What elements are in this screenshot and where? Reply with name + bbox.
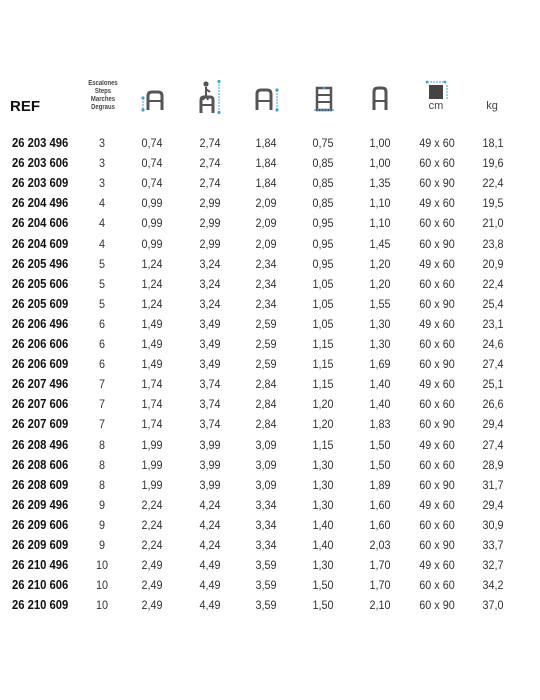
weight-cell: 22,4	[482, 176, 504, 191]
base-size-cell: 60 x 60	[419, 337, 455, 351]
ref-cell: 26 210 606	[12, 578, 69, 593]
table-row	[0, 535, 540, 555]
platform-height-cell: 1,30	[312, 477, 334, 492]
reach-height-cell: 0,99	[141, 196, 163, 211]
base-size-cell: 60 x 90	[419, 538, 455, 552]
platform-height-cell: 1,20	[312, 417, 334, 432]
closed-height-cell: 1,10	[369, 216, 391, 231]
working-height-cell: 3,74	[199, 397, 221, 412]
ref-cell: 26 204 609	[12, 236, 69, 251]
ref-cell: 26 206 609	[12, 357, 69, 372]
ladder-height-cell: 2,09	[255, 196, 277, 211]
ref-cell: 26 203 606	[12, 156, 69, 171]
table-row	[0, 394, 540, 414]
ladder-height-cell: 2,84	[255, 417, 277, 432]
base-size-cell: 49 x 60	[419, 497, 455, 512]
working-height-cell: 2,99	[199, 196, 221, 211]
ref-cell: 26 210 609	[12, 598, 69, 613]
ref-cell: 26 206 496	[12, 316, 69, 331]
working-height-cell: 2,99	[199, 216, 221, 231]
steps-cell: 6	[98, 316, 106, 331]
platform-height-cell: 1,15	[312, 377, 334, 392]
platform-height-cell: 1,15	[312, 337, 334, 351]
ladder-height-cell: 1,84	[255, 176, 277, 191]
working-height-cell: 2,99	[199, 236, 221, 251]
platform-height-cell: 0,75	[312, 136, 334, 150]
working-height-cell: 3,24	[199, 296, 221, 311]
ref-cell: 26 208 496	[12, 437, 69, 452]
steps-header-line: Degraus	[91, 104, 115, 111]
base-size-cell: 49 x 60	[419, 558, 455, 573]
weight-cell: 27,4	[482, 437, 504, 452]
steps-cell: 7	[98, 417, 106, 432]
closed-height-cell: 1,50	[369, 437, 391, 452]
platform-height-cell: 1,15	[312, 357, 334, 372]
platform-base-icon	[424, 80, 450, 102]
table-row	[0, 234, 540, 254]
base-size-cell: 60 x 90	[419, 477, 455, 492]
steps-cell: 5	[98, 276, 106, 291]
table-row	[0, 455, 540, 475]
table-row	[0, 173, 540, 193]
ladder-height-cell: 2,34	[255, 256, 277, 271]
working-height-cell: 2,74	[199, 156, 221, 171]
ref-cell: 26 208 609	[12, 477, 69, 492]
ref-cell: 26 209 606	[12, 517, 69, 532]
weight-cell: 19,5	[482, 196, 504, 211]
base-size-cell: 60 x 60	[419, 216, 455, 231]
working-height-cell: 4,24	[199, 497, 221, 512]
ladder-height-cell: 2,59	[255, 337, 277, 351]
ref-cell: 26 208 606	[12, 457, 69, 472]
table-row	[0, 575, 540, 595]
ladder-working-height-icon	[196, 80, 224, 114]
ref-cell: 26 207 496	[12, 377, 69, 392]
ladder-height-cell: 2,84	[255, 397, 277, 412]
steps-cell: 4	[98, 216, 106, 231]
steps-cell: 8	[98, 457, 106, 472]
steps-cell: 5	[98, 296, 106, 311]
weight-cell: 28,9	[482, 457, 504, 472]
base-size-cell: 60 x 90	[419, 176, 455, 191]
ladder-height-cell: 1,84	[255, 136, 277, 150]
table-row	[0, 354, 540, 374]
ladder-height-cell: 3,34	[255, 497, 277, 512]
working-height-cell: 3,49	[199, 357, 221, 372]
steps-cell: 7	[98, 397, 106, 412]
base-size-cell: 60 x 90	[419, 296, 455, 311]
weight-cell: 23,8	[482, 236, 504, 251]
ref-cell: 26 209 609	[12, 538, 69, 552]
ladder-height-cell: 2,34	[255, 276, 277, 291]
reach-height-cell: 1,74	[141, 377, 163, 392]
working-height-cell: 4,49	[199, 578, 221, 593]
ref-cell: 26 205 606	[12, 276, 69, 291]
weight-cell: 29,4	[482, 417, 504, 432]
steps-cell: 10	[95, 558, 109, 573]
ref-cell: 26 204 606	[12, 216, 69, 231]
ladder-height-cell: 2,34	[255, 296, 277, 311]
reach-height-cell: 0,74	[141, 136, 163, 150]
ref-cell: 26 206 606	[12, 337, 69, 351]
table-row	[0, 374, 540, 394]
ref-cell: 26 210 496	[12, 558, 69, 573]
table-row	[0, 475, 540, 495]
working-height-cell: 2,74	[199, 176, 221, 191]
table-row	[0, 294, 540, 314]
steps-cell: 3	[98, 136, 106, 150]
steps-cell: 6	[98, 357, 106, 372]
working-height-cell: 3,99	[199, 437, 221, 452]
closed-height-cell: 1,83	[369, 417, 391, 432]
table-row	[0, 495, 540, 515]
weight-cell: 32,7	[482, 558, 504, 573]
working-height-cell: 3,49	[199, 337, 221, 351]
ref-cell: 26 207 609	[12, 417, 69, 432]
weight-cell: 22,4	[482, 276, 504, 291]
steps-cell: 9	[98, 517, 106, 532]
table-row	[0, 213, 540, 233]
steps-cell: 10	[95, 598, 109, 613]
reach-height-cell: 2,49	[141, 558, 163, 573]
ladder-height-icon	[252, 80, 280, 112]
ladder-height-cell: 2,59	[255, 316, 277, 331]
steps-cell: 4	[98, 196, 106, 211]
ladder-reach-height-icon	[140, 80, 166, 112]
reach-height-cell: 1,74	[141, 417, 163, 432]
base-size-cell: 60 x 60	[419, 276, 455, 291]
closed-height-cell: 1,35	[369, 176, 391, 191]
working-height-cell: 3,24	[199, 276, 221, 291]
reach-height-cell: 1,49	[141, 357, 163, 372]
steps-cell: 3	[98, 156, 106, 171]
platform-height-cell: 0,95	[312, 216, 334, 231]
table-row	[0, 595, 540, 615]
ladder-height-cell: 3,34	[255, 538, 277, 552]
weight-cell: 37,0	[482, 598, 504, 613]
closed-height-cell: 1,20	[369, 256, 391, 271]
base-size-cell: 60 x 90	[419, 236, 455, 251]
base-size-cell: 60 x 60	[419, 578, 455, 593]
platform-height-cell: 1,05	[312, 316, 334, 331]
base-size-cell: 49 x 60	[419, 136, 455, 150]
platform-height-cell: 0,95	[312, 256, 334, 271]
steps-cell: 9	[98, 497, 106, 512]
base-size-cell: 49 x 60	[419, 316, 455, 331]
steps-cell: 10	[95, 578, 109, 593]
steps-cell: 6	[98, 337, 106, 351]
reach-height-cell: 2,24	[141, 538, 163, 552]
table-row	[0, 153, 540, 173]
platform-height-cell: 0,85	[312, 196, 334, 211]
closed-height-cell: 1,00	[369, 136, 391, 150]
platform-height-cell: 1,15	[312, 437, 334, 452]
base-size-cell: 49 x 60	[419, 196, 455, 211]
table-row	[0, 555, 540, 575]
ladder-height-cell: 3,09	[255, 477, 277, 492]
weight-cell: 29,4	[482, 497, 504, 512]
reach-height-cell: 2,49	[141, 598, 163, 613]
working-height-cell: 3,74	[199, 417, 221, 432]
closed-height-cell: 1,30	[369, 316, 391, 331]
closed-height-cell: 1,69	[369, 357, 391, 372]
base-unit-label: cm	[428, 100, 444, 112]
weight-cell: 27,4	[482, 357, 504, 372]
reach-height-cell: 2,24	[141, 497, 163, 512]
base-size-cell: 60 x 60	[419, 517, 455, 532]
steps-header-line: Escalones	[88, 80, 118, 87]
table-row	[0, 274, 540, 294]
working-height-cell: 3,49	[199, 316, 221, 331]
steps-cell: 4	[98, 236, 106, 251]
ladder-height-cell: 2,09	[255, 216, 277, 231]
working-height-cell: 3,74	[199, 377, 221, 392]
base-size-cell: 60 x 60	[419, 457, 455, 472]
reach-height-cell: 2,49	[141, 578, 163, 593]
steps-cell: 3	[98, 176, 106, 191]
ladder-height-cell: 1,84	[255, 156, 277, 171]
ref-cell: 26 207 606	[12, 397, 69, 412]
ladder-height-cell: 3,59	[255, 578, 277, 593]
table-row	[0, 435, 540, 455]
table-row	[0, 334, 540, 354]
closed-height-cell: 1,70	[369, 578, 391, 593]
weight-cell: 18,1	[482, 136, 504, 150]
steps-cell: 9	[98, 538, 106, 552]
working-height-cell: 2,74	[199, 136, 221, 150]
ref-cell: 26 205 609	[12, 296, 69, 311]
base-size-cell: 49 x 60	[419, 437, 455, 452]
reach-height-cell: 1,24	[141, 276, 163, 291]
table-row	[0, 193, 540, 213]
reach-height-cell: 0,74	[141, 156, 163, 171]
platform-height-cell: 0,85	[312, 176, 334, 191]
reach-height-cell: 1,24	[141, 256, 163, 271]
weight-cell: 24,6	[482, 337, 504, 351]
ladder-height-cell: 2,59	[255, 357, 277, 372]
reach-height-cell: 0,74	[141, 176, 163, 191]
ref-cell: 26 204 496	[12, 196, 69, 211]
reach-height-cell: 1,74	[141, 397, 163, 412]
weight-cell: 21,0	[482, 216, 504, 231]
working-height-cell: 4,49	[199, 598, 221, 613]
ref-cell: 26 203 496	[12, 136, 69, 150]
platform-height-cell: 1,30	[312, 558, 334, 573]
platform-height-cell: 1,50	[312, 598, 334, 613]
table-row	[0, 133, 540, 153]
ladder-height-cell: 3,34	[255, 517, 277, 532]
closed-height-cell: 1,00	[369, 156, 391, 171]
base-size-cell: 60 x 90	[419, 598, 455, 613]
closed-height-cell: 1,89	[369, 477, 391, 492]
ladder-height-cell: 2,09	[255, 236, 277, 251]
platform-height-cell: 1,50	[312, 578, 334, 593]
working-height-cell: 4,24	[199, 538, 221, 552]
weight-unit-label: kg	[486, 100, 498, 112]
reach-height-cell: 1,49	[141, 337, 163, 351]
platform-height-cell: 1,05	[312, 276, 334, 291]
table-row	[0, 414, 540, 434]
closed-height-cell: 1,45	[369, 236, 391, 251]
base-size-cell: 60 x 90	[419, 417, 455, 432]
steps-column-header	[85, 80, 121, 112]
closed-height-cell: 1,10	[369, 196, 391, 211]
closed-height-cell: 1,55	[369, 296, 391, 311]
ref-column-header: REF	[10, 98, 40, 115]
table-row	[0, 254, 540, 274]
ladder-height-cell: 3,09	[255, 457, 277, 472]
ref-cell: 26 205 496	[12, 256, 69, 271]
closed-height-cell: 2,10	[369, 598, 391, 613]
working-height-cell: 4,24	[199, 517, 221, 532]
closed-height-cell: 1,40	[369, 397, 391, 412]
platform-height-cell: 0,95	[312, 236, 334, 251]
reach-height-cell: 1,49	[141, 316, 163, 331]
closed-height-cell: 1,60	[369, 497, 391, 512]
closed-height-cell: 1,40	[369, 377, 391, 392]
weight-cell: 33,7	[482, 538, 504, 552]
ladder-closed-height-icon	[368, 80, 392, 112]
reach-height-cell: 1,24	[141, 296, 163, 311]
base-size-cell: 49 x 60	[419, 377, 455, 392]
closed-height-cell: 1,70	[369, 558, 391, 573]
table-row	[0, 314, 540, 334]
closed-height-cell: 1,30	[369, 337, 391, 351]
weight-cell: 20,9	[482, 256, 504, 271]
reach-height-cell: 1,99	[141, 477, 163, 492]
ref-cell: 26 203 609	[12, 176, 69, 191]
ref-cell: 26 209 496	[12, 497, 69, 512]
closed-height-cell: 1,60	[369, 517, 391, 532]
working-height-cell: 3,99	[199, 457, 221, 472]
steps-cell: 8	[98, 477, 106, 492]
platform-height-cell: 1,30	[312, 497, 334, 512]
working-height-cell: 4,49	[199, 558, 221, 573]
reach-height-cell: 0,99	[141, 216, 163, 231]
steps-header-line: Marches	[90, 96, 116, 103]
platform-height-cell: 0,85	[312, 156, 334, 171]
base-size-cell: 60 x 90	[419, 357, 455, 372]
reach-height-cell: 2,24	[141, 517, 163, 532]
base-size-cell: 60 x 60	[419, 156, 455, 171]
table-row	[0, 515, 540, 535]
closed-height-cell: 1,20	[369, 276, 391, 291]
weight-cell: 25,4	[482, 296, 504, 311]
base-size-cell: 60 x 60	[419, 397, 455, 412]
steps-cell: 7	[98, 377, 106, 392]
steps-cell: 8	[98, 437, 106, 452]
platform-height-cell: 1,40	[312, 538, 334, 552]
closed-height-cell: 1,50	[369, 457, 391, 472]
platform-height-cell: 1,05	[312, 296, 334, 311]
ladder-height-cell: 3,59	[255, 598, 277, 613]
weight-cell: 34,2	[482, 578, 504, 593]
weight-cell: 23,1	[482, 316, 504, 331]
ladder-platform-height-icon	[312, 80, 336, 112]
working-height-cell: 3,99	[199, 477, 221, 492]
ladder-height-cell: 3,09	[255, 437, 277, 452]
steps-header-line: Steps	[94, 88, 112, 95]
platform-height-cell: 1,20	[312, 397, 334, 412]
weight-cell: 31,7	[482, 477, 504, 492]
closed-height-cell: 2,03	[369, 538, 391, 552]
working-height-cell: 3,24	[199, 256, 221, 271]
platform-height-cell: 1,30	[312, 457, 334, 472]
reach-height-cell: 0,99	[141, 236, 163, 251]
reach-height-cell: 1,99	[141, 437, 163, 452]
weight-cell: 26,6	[482, 397, 504, 412]
ladder-height-cell: 2,84	[255, 377, 277, 392]
base-size-cell: 49 x 60	[419, 256, 455, 271]
platform-height-cell: 1,40	[312, 517, 334, 532]
weight-cell: 30,9	[482, 517, 504, 532]
weight-cell: 25,1	[482, 377, 504, 392]
reach-height-cell: 1,99	[141, 457, 163, 472]
ladder-height-cell: 3,59	[255, 558, 277, 573]
steps-cell: 5	[98, 256, 106, 271]
weight-cell: 19,6	[482, 156, 504, 171]
